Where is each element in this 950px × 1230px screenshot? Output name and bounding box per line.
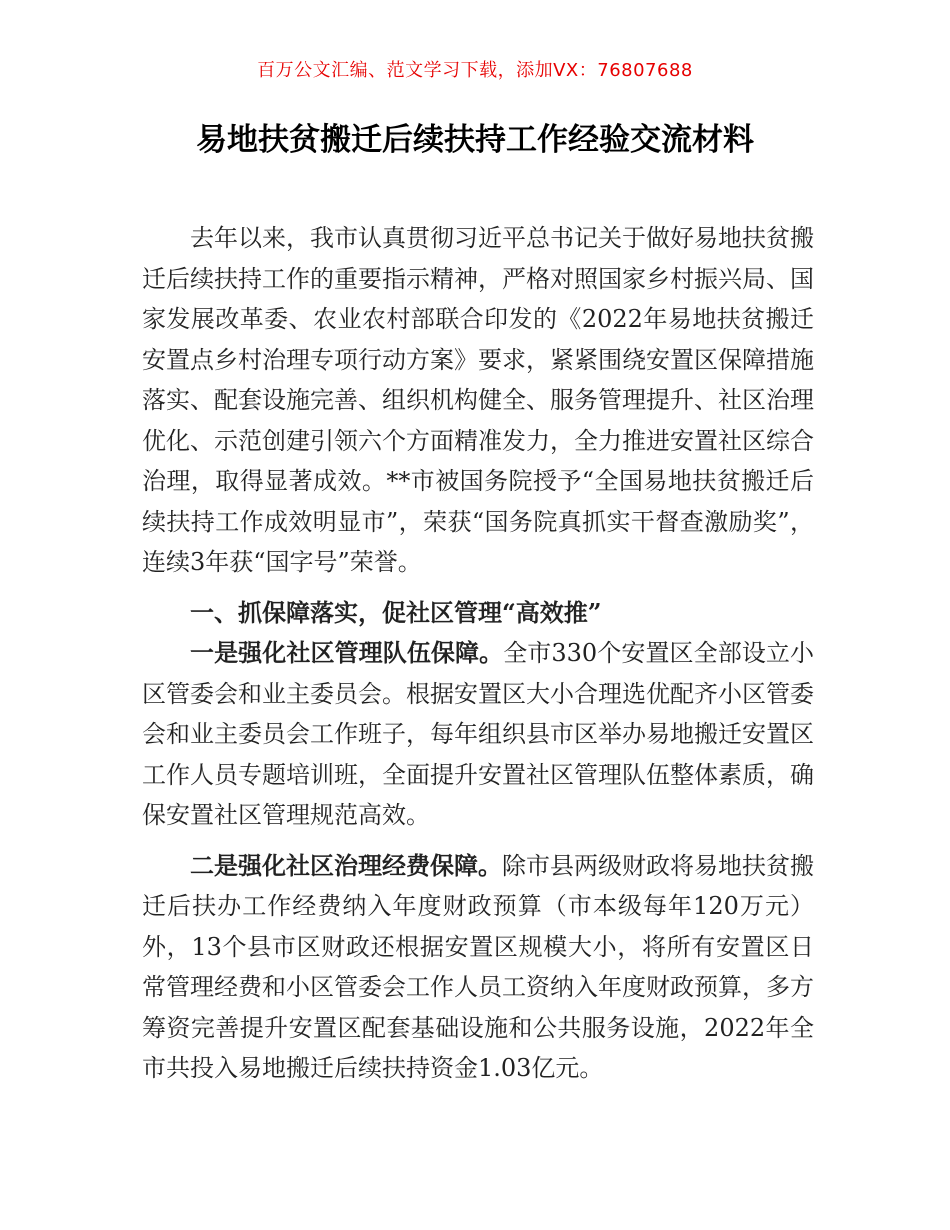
point-paragraph-2 — [142, 846, 814, 1089]
intro-paragraph: 去年以来，我市认真贯彻习近平总书记关于做好易地扶贫搬迁后续扶持工作的重要指示精神，严格对照国家乡村振兴局、国家发展改革委、农业农村部联合印发的《2022年易地扶贫搬迁安置点乡村治理专项行动方案》要求，紧紧围绕安置区保障措施落实、配套设施完善、组织机构健全、服务管理提升、社区治理优化、示范创建引领六个方面精准发力，全力推进安置社区综合治理，取得显著成效。**市被国务院授予“全国易地扶贫搬迁后续扶持工作成效明显市”，荣获“国务院真抓实干督查激励奖”，连续3年获“国字号”荣誉。 — [142, 224, 814, 576]
point-paragraph-1 — [142, 633, 814, 836]
point-lead-1: 一是强化社区管理队伍保障。 — [190, 638, 504, 667]
document-body — [142, 218, 814, 1089]
point-body-2: 除市县两级财政将易地扶贫搬迁后扶办工作经费纳入年度财政预算（市本级每年120万元）外，13个县市区财政还根据安置区规模大小，将所有安置区日常管理经费和小区管委会工作人员工资纳入年度财政预算，多方筹资完善提升安置区配套基础设施和公共服务设施，2022年全市共投入易地搬迁后续扶持资金1.03亿元。 — [142, 851, 814, 1082]
header-banner: 百万公文汇编、范文学习下载，添加VX：76807688 — [257, 60, 693, 81]
section-heading-1: 一、抓保障落实，促社区管理“高效推” — [190, 597, 602, 627]
point-body-1: 全市330个安置区全部设立小区管委会和业主委员会。根据安置区大小合理选优配齐小区管委会和业主委员会工作班子，每年组织县市区举办易地搬迁安置区工作人员专题培训班，全面提升安置社区管理队伍整体素质，确保安置社区管理规范高效。 — [142, 639, 814, 829]
point-lead-2: 二是强化社区治理经费保障。 — [190, 850, 502, 880]
document-title: 易地扶贫搬迁后续扶持工作经验交流材料 — [196, 122, 754, 158]
